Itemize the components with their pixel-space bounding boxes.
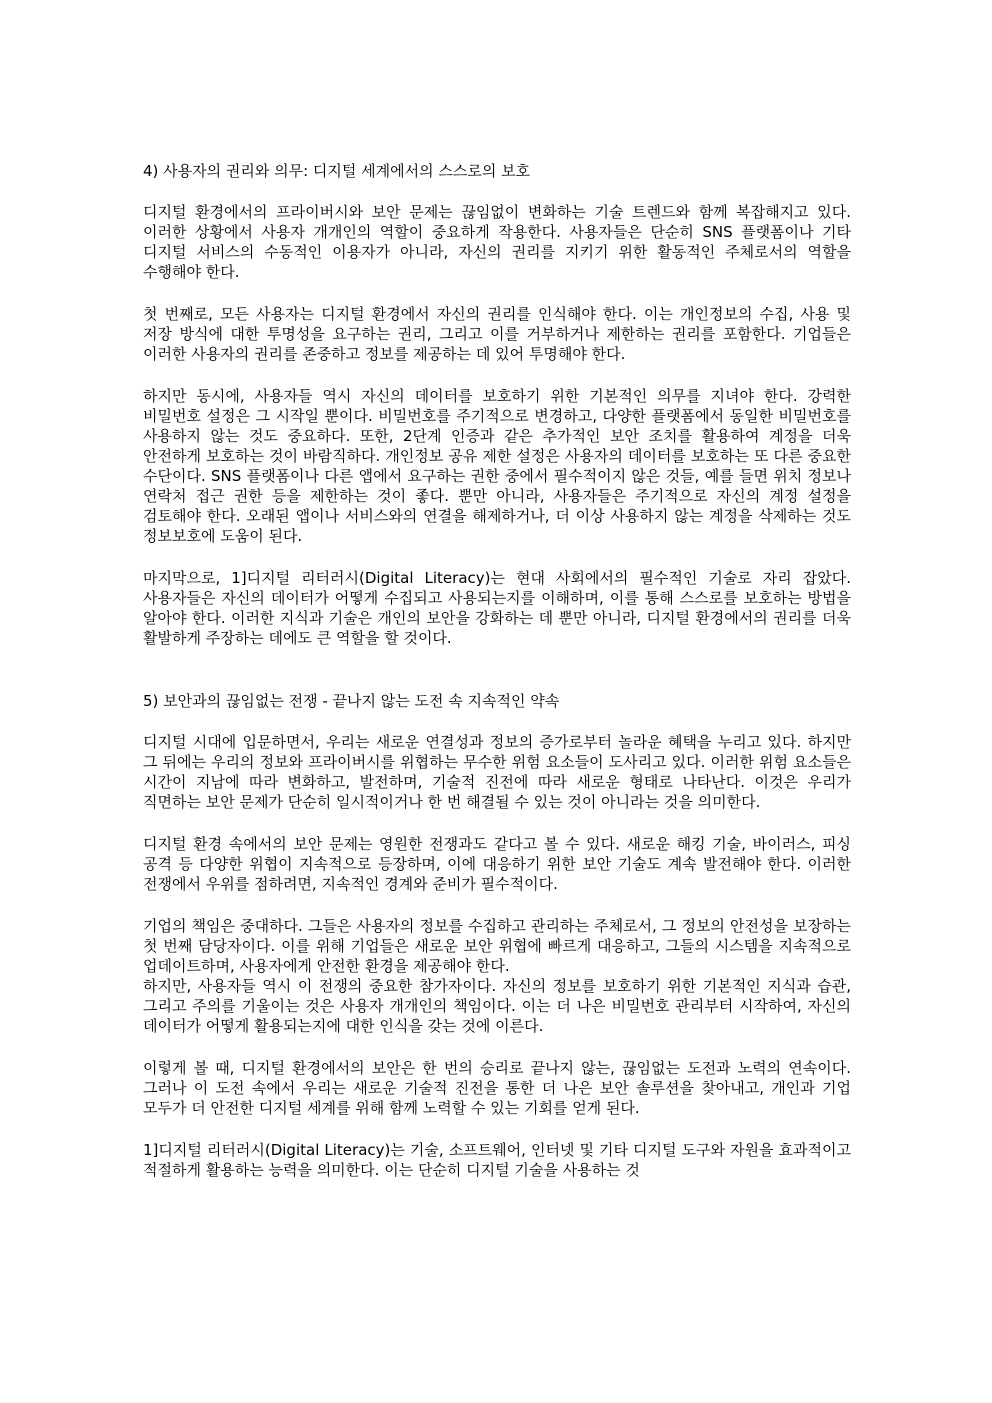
section-4-heading: 4) 사용자의 권리와 의무: 디지털 세계에서의 스스로의 보호 (143, 162, 531, 180)
section-5-paragraph-2: 디지털 환경 속에서의 보안 문제는 영원한 전쟁과도 같다고 볼 수 있다. 새로운 해킹 기술, 바이러스, 피싱 공격 등 다양한 위협이 지속적으로 등장하며, 이에 대응하기 위한 보안 기술도 계속 발전해야 한다. 이러한 전쟁에서 우위를 점하려면, 지속적인 경계와 준비가 필수적이다. (143, 835, 851, 893)
section-4-paragraph-3: 하지만 동시에, 사용자들 역시 자신의 데이터를 보호하기 위한 기본적인 의무를 지녀야 한다. 강력한 비밀번호 설정은 그 시작일 뿐이다. 비밀번호를 주기적으로 변경하고, 다양한 플랫폼에서 동일한 비밀번호를 사용하지 않는 것도 중요하다. 또한, 2단계 인증과 같은 추가적인 보안 조치를 활용하여 계정을 더욱 안전하게 보호하는 것이 바람직하다. 개인정보 공유 제한 설정은 사용자의 데이터를 보호하는 또 다른 중요한 수단이다. SNS 플랫폼이나 다른 앱에서 요구하는 권한 중에서 필수적이지 않은 것들, 예를 들면 위치 정보나 연락처 접근 권한 등을 제한하는 것이 좋다. 뿐만 아니라, 사용자들은 주기적으로 자신의 계정 설정을 검토해야 한다. 오래된 앱이나 서비스와의 연결을 해제하거나, 더 이상 사용하지 않는 계정을 삭제하는 것도 정보보호에 도움이 된다. (143, 387, 851, 545)
document-page (143, 160, 851, 1202)
section-spacer (143, 670, 851, 690)
section-5-paragraph-4: 하지만, 사용자들 역시 이 전쟁의 중요한 참가자이다. 자신의 정보를 보호하기 위한 기본적인 지식과 습관, 그리고 주의를 기울이는 것은 사용자 개개인의 책임이다. 이는 더 나은 비밀번호 관리부터 시작하여, 자신의 데이터가 어떻게 활용되는지에 대한 인식을 갖는 것에 이른다. (143, 977, 851, 1035)
section-5-paragraph-5: 이렇게 볼 때, 디지털 환경에서의 보안은 한 번의 승리로 끝나지 않는, 끊임없는 도전과 노력의 연속이다. 그러나 이 도전 속에서 우리는 새로운 기술적 진전을 통한 더 나은 보안 솔루션을 찾아내고, 개인과 기업 모두가 더 안전한 디지털 세계를 위해 함께 노력할 수 있는 기회를 얻게 된다. (143, 1059, 851, 1117)
section-5-paragraph-3: 기업의 책임은 중대하다. 그들은 사용자의 정보를 수집하고 관리하는 주체로서, 그 정보의 안전성을 보장하는 첫 번째 담당자이다. 이를 위해 기업들은 새로운 보안 위협에 빠르게 대응하고, 그들의 시스템을 지속적으로 업데이트하며, 사용자에게 안전한 환경을 제공해야 한다. (143, 917, 851, 975)
section-4-paragraph-2: 첫 번째로, 모든 사용자는 디지털 환경에서 자신의 권리를 인식해야 한다. 이는 개인정보의 수집, 사용 및 저장 방식에 대한 투명성을 요구하는 권리, 그리고 이를 거부하거나 제한하는 권리를 포함한다. 기업들은 이러한 사용자의 권리를 존중하고 정보를 제공하는 데 있어 투명해야 한다. (143, 305, 851, 363)
section-5-heading: 5) 보안과의 끊임없는 전쟁 - 끝나지 않는 도전 속 지속적인 약속 (143, 692, 560, 710)
section-5-paragraph-1: 디지털 시대에 입문하면서, 우리는 새로운 연결성과 정보의 증가로부터 놀라운 혜택을 누리고 있다. 하지만 그 뒤에는 우리의 정보와 프라이버시를 위협하는 무수한 위험 요소들이 도사리고 있다. 이러한 위험 요소들은 시간이 지남에 따라 변화하고, 발전하며, 기술적 진전에 따라 새로운 형태로 나타난다. 이것은 우리가 직면하는 보안 문제가 단순히 일시적이거나 한 번 해결될 수 있는 것이 아니라는 것을 의미한다. (143, 733, 851, 811)
section-4-paragraph-1: 디지털 환경에서의 프라이버시와 보안 문제는 끊임없이 변화하는 기술 트렌드와 함께 복잡해지고 있다. 이러한 상황에서 사용자 개개인의 역할이 중요하게 작용한다. 사용자들은 단순히 SNS 플랫폼이나 기타 디지털 서비스의 수동적인 이용자가 아니라, 자신의 권리를 지키기 위한 활동적인 주체로서의 역할을 수행해야 한다. (143, 203, 851, 281)
section-4-paragraph-4: 마지막으로, 1]디지털 리터러시(Digital Literacy)는 현대 사회에서의 필수적인 기술로 자리 잡았다. 사용자들은 자신의 데이터가 어떻게 수집되고 사용되는지를 이해하며, 이를 통해 스스로를 보호하는 방법을 알아야 한다. 이러한 지식과 기술은 개인의 보안을 강화하는 데 뿐만 아니라, 디지털 환경에서의 권리를 더욱 활발하게 주장하는 데에도 큰 역할을 할 것이다. (143, 569, 851, 647)
footnote: 1]디지털 리터러시(Digital Literacy)는 기술, 소프트웨어, 인터넷 및 기타 디지털 도구와 자원을 효과적이고 적절하게 활용하는 능력을 의미한다. 이는 단순히 디지털 기술을 사용하는 것 (143, 1141, 851, 1179)
